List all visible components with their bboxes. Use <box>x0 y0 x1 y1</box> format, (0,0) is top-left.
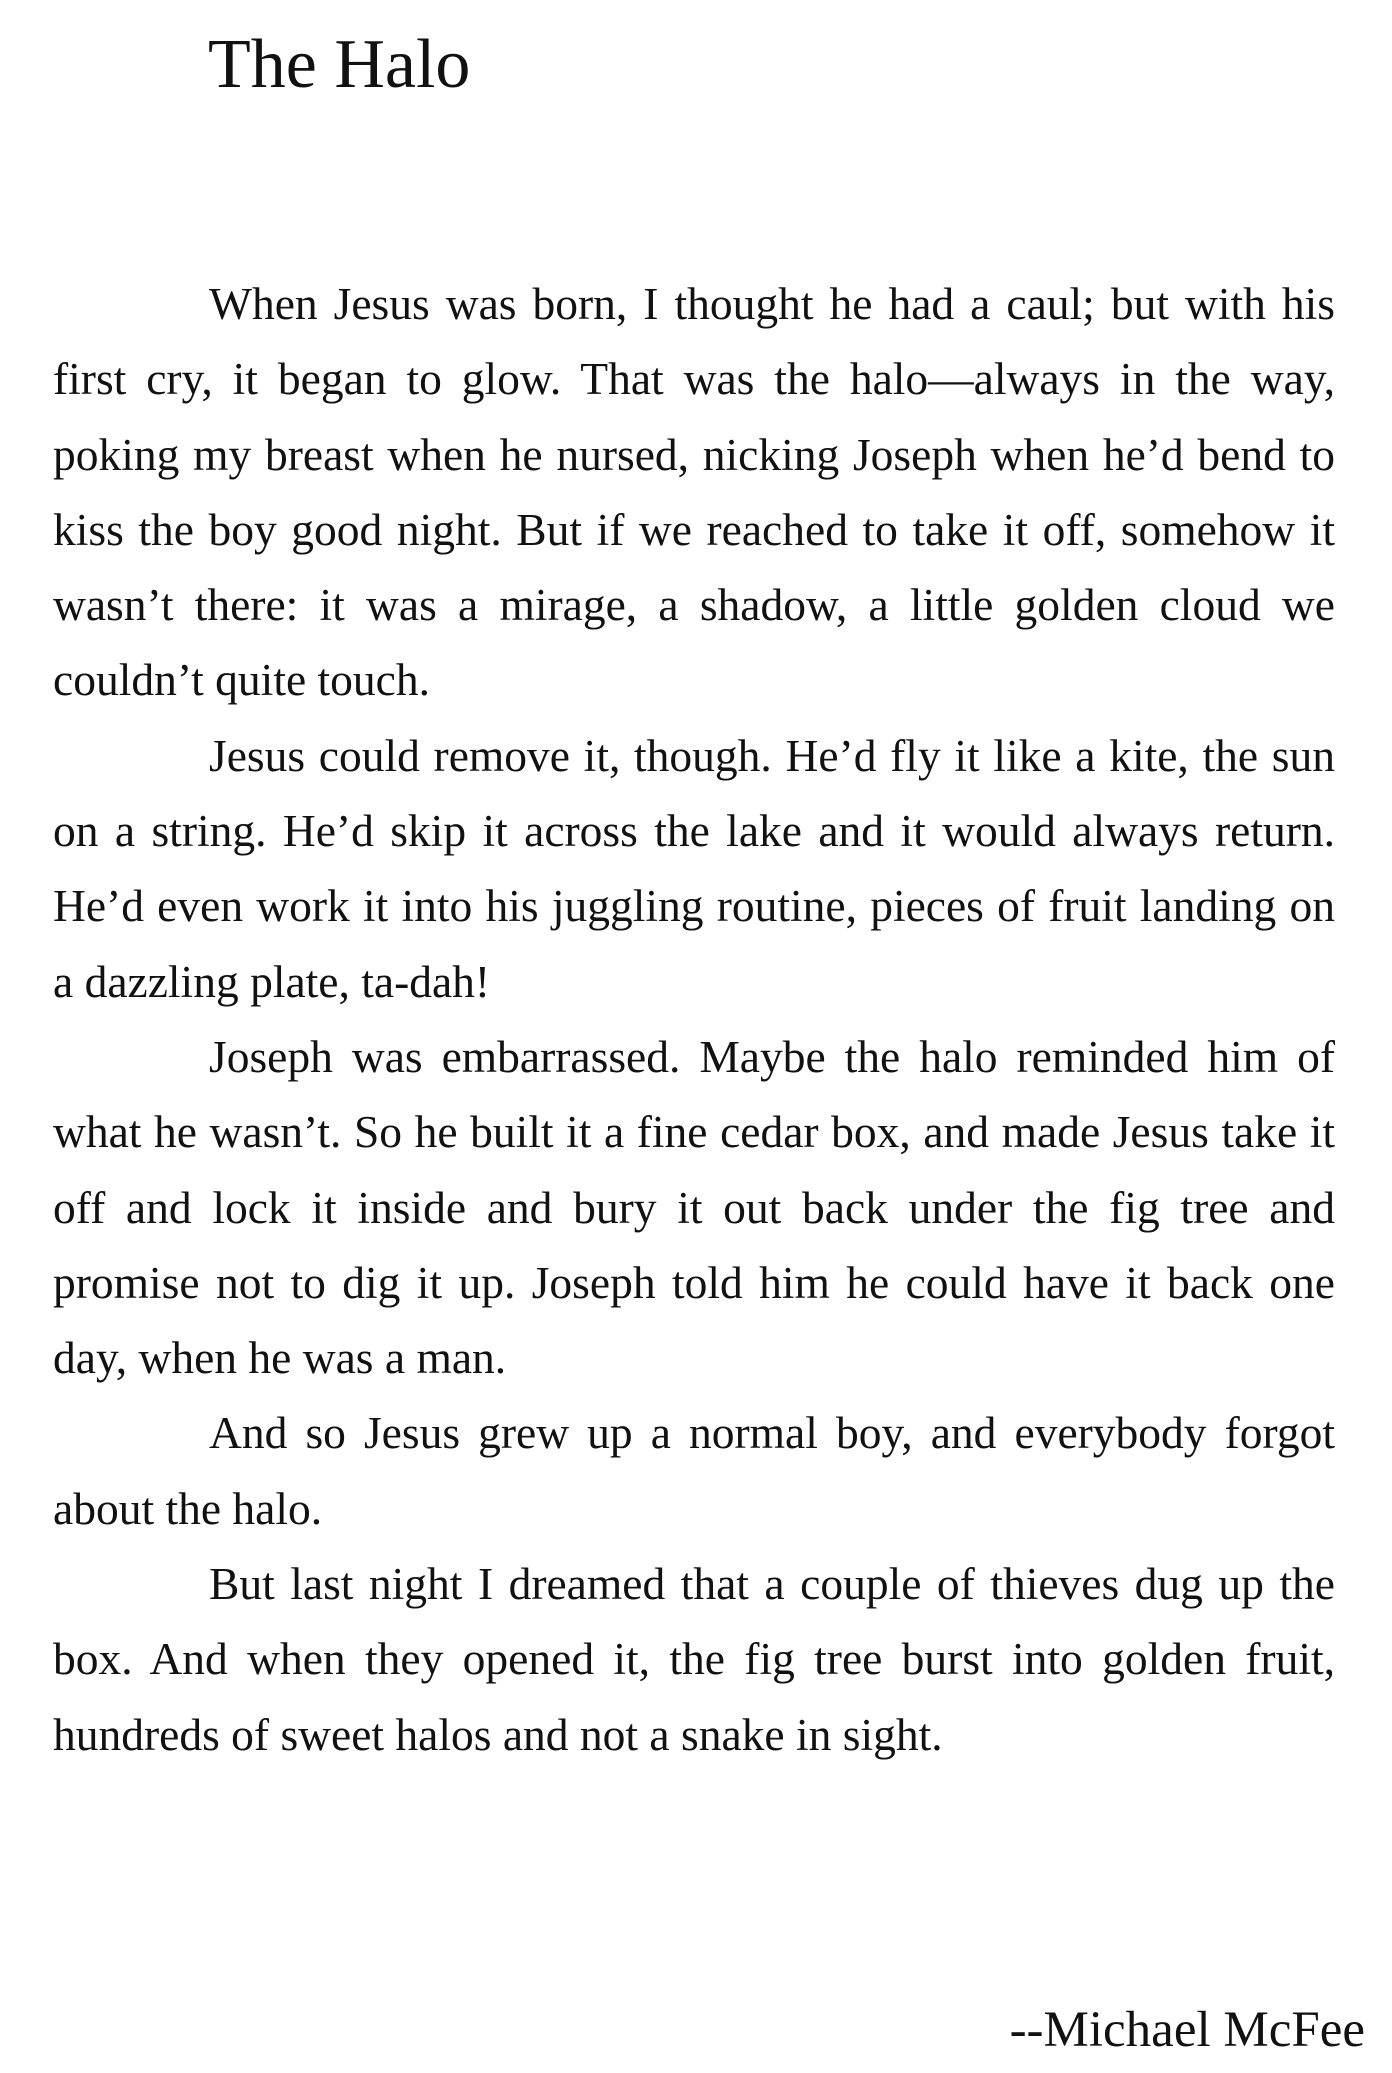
paragraph-4: And so Jesus grew up a normal boy, and everybody forgot about the halo. <box>53 1407 1335 1534</box>
paragraph-1: When Jesus was born, I thought he had a caul; but with his first cry, it began to glow. That was the halo—always in the way, poking my breast when he nursed, nicking Joseph when he’d bend to kiss the boy good night. But if we reached to take it off, somehow it wasn’t there: it was a mirage, a shadow, a little golden cloud we couldn’t quite touch. <box>53 278 1335 706</box>
author-attribution: --Michael McFee <box>1009 2002 1365 2058</box>
poem-title: The Halo <box>208 26 471 103</box>
paragraph-2: Jesus could remove it, though. He’d fly it like a kite, the sun on a string. He’d skip it across the lake and it would always return. He’d even work it into his juggling routine, pieces of fruit landing on a dazzling plate, ta-dah! <box>53 729 1335 1007</box>
poem-body <box>53 266 1335 1772</box>
paragraph-5: But last night I dreamed that a couple of thieves dug up the box. And when they opened it, the fig tree burst into golden fruit, hundreds of sweet halos and not a snake in sight. <box>53 1558 1335 1760</box>
paragraph-3: Joseph was embarrassed. Maybe the halo reminded him of what he wasn’t. So he built it a fine cedar box, and made Jesus take it off and lock it inside and bury it out back under the fig tree and promise not to dig it up. Joseph told him he could have it back one day, when he was a man. <box>53 1030 1335 1384</box>
